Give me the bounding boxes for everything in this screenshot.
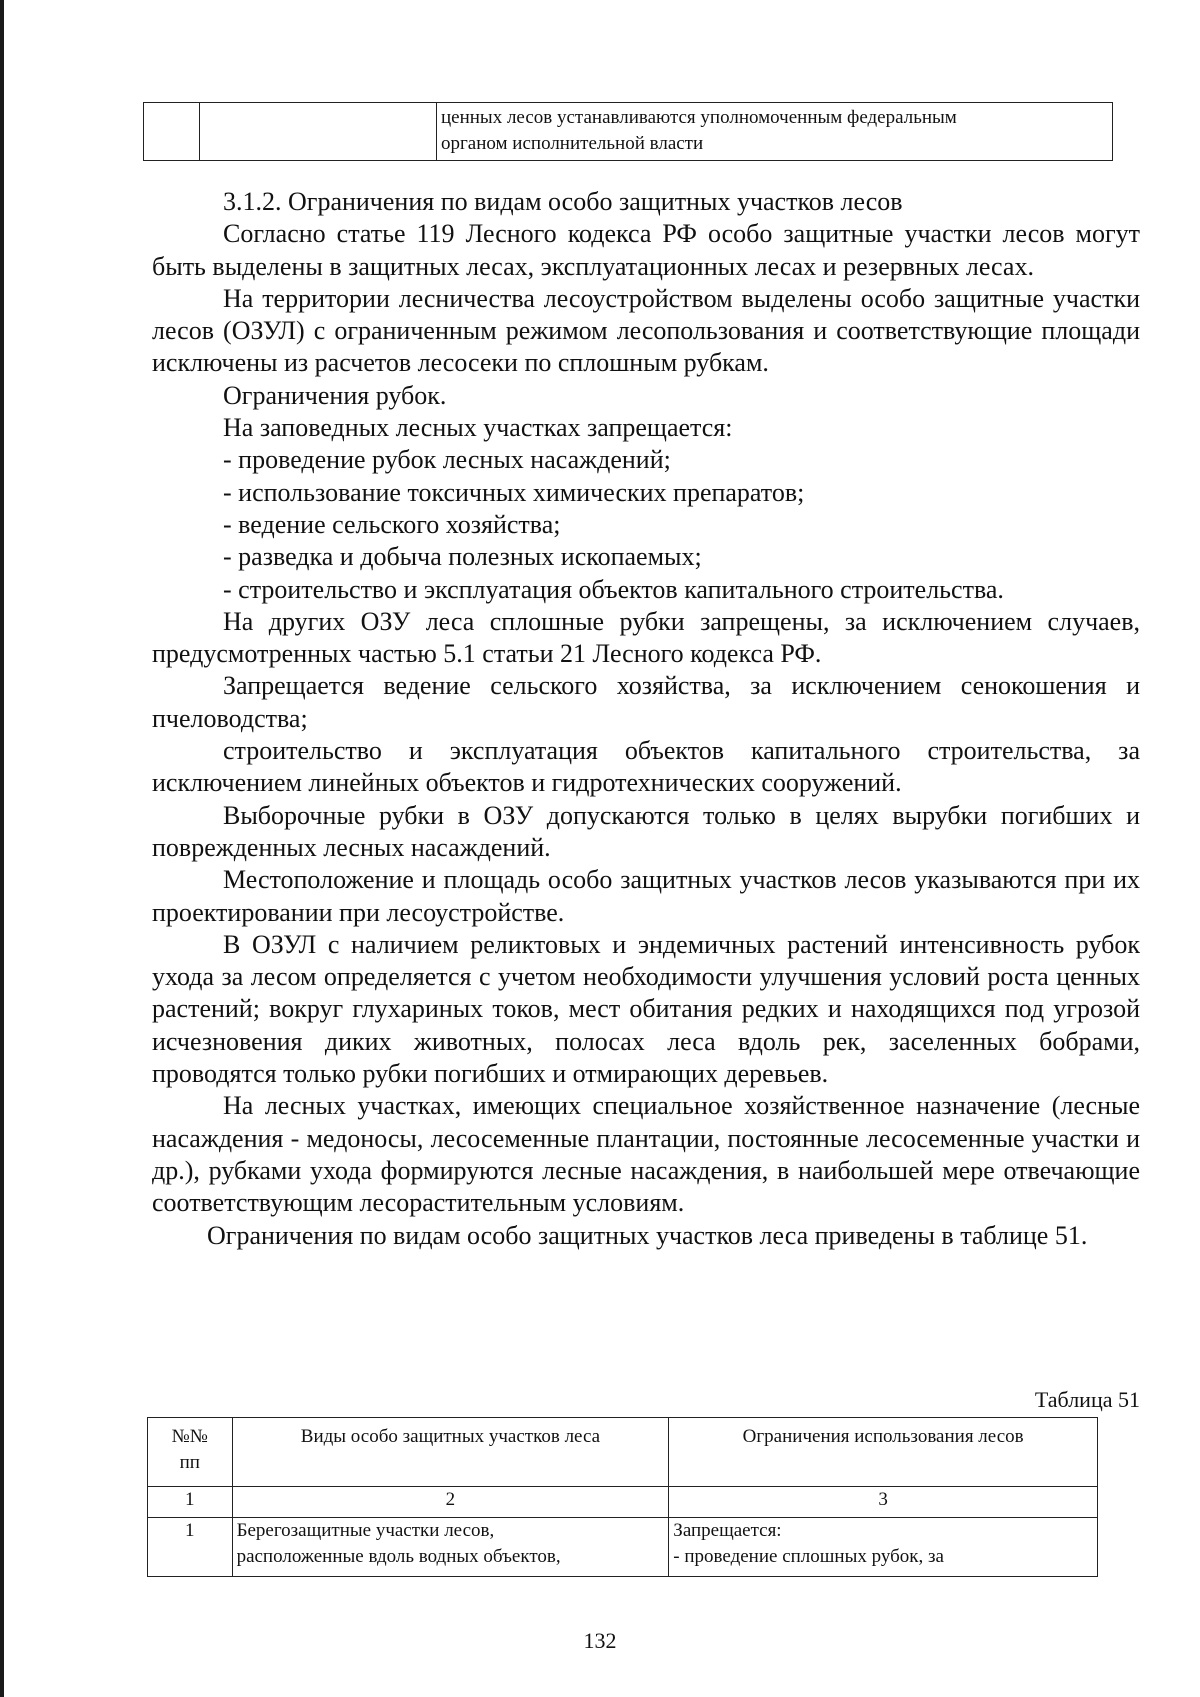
cell-text-line: - проведение сплошных рубок, за xyxy=(673,1546,944,1567)
row-number-cell: 1 xyxy=(148,1518,233,1577)
header-cell-restriction: Ограничения использования лесов xyxy=(669,1418,1098,1487)
column-number-cell: 1 xyxy=(148,1487,233,1518)
paragraph: На других ОЗУ леса сплошные рубки запрещены, за исключением случаев, предусмотренных частью 5.1 статьи 21 Лесного кодекса РФ. xyxy=(152,606,1140,669)
fragment-cell-1 xyxy=(144,103,200,161)
paragraph: На заповедных лесных участках запрещается: xyxy=(223,413,733,443)
header-text: №№ xyxy=(171,1426,208,1447)
list-item: - строительство и эксплуатация объектов капитального строительства. xyxy=(223,574,1004,604)
table-51 xyxy=(147,1417,1098,1577)
column-number-cell: 3 xyxy=(669,1487,1098,1518)
column-number-cell: 2 xyxy=(232,1487,669,1518)
page-left-edge xyxy=(0,0,4,1697)
table-caption: Таблица 51 xyxy=(1034,1387,1140,1412)
paragraph: В ОЗУЛ с наличием реликтовых и эндемичных растений интенсивность рубок ухода за лесом определяется с учетом необходимости улучшения условий роста ценных растений; вокруг глухариных токов, мест обитания редких и находящихся под угрозой исчезновения диких животных, полосах леса вдоль рек, заселенных бобрами, проводятся только рубки погибших и отмирающих деревьев. xyxy=(152,929,1140,1089)
page-number: 132 xyxy=(583,1628,617,1653)
cell-text-line: Берегозащитные участки лесов, xyxy=(236,1520,495,1541)
list-item: - использование токсичных химических препаратов; xyxy=(223,477,805,507)
cell-text-line: Запрещается: xyxy=(673,1520,782,1541)
list-item: - разведка и добыча полезных ископаемых; xyxy=(223,542,702,572)
header-text: пп xyxy=(179,1452,200,1473)
paragraph: На территории лесничества лесоустройством выделены особо защитные участки лесов (ОЗУЛ) с ограниченным режимом лесопользования и соответствующие площади исключены из расчетов лесосеки по сплошным рубкам. xyxy=(152,283,1140,378)
fragment-cell-2 xyxy=(200,103,437,161)
section-heading: 3.1.2. Ограничения по видам особо защитных участков лесов xyxy=(223,187,903,216)
table-header-row xyxy=(148,1418,1098,1487)
paragraph: Запрещается ведение сельского хозяйства, за исключением сенокошения и пчеловодства; xyxy=(152,671,1140,733)
header-cell-number xyxy=(148,1418,233,1487)
paragraph: строительство и эксплуатация объектов капитального строительства, за исключением линейных объектов и гидротехнических сооружений. xyxy=(152,736,1140,798)
table-row xyxy=(148,1518,1098,1577)
fragment-text-line: органом исполнительной власти xyxy=(441,133,704,154)
paragraph: Местоположение и площадь особо защитных участков лесов указываются при их проектировании при лесоустройстве. xyxy=(152,865,1140,927)
paragraph: На лесных участках, имеющих специальное хозяйственное назначение (лесные насаждения - медоносы, лесосеменные плантации, постоянные лесосеменные участки и др.), рубками ухода формируются лесные насаждения, в наибольшей мере отвечающие соответствующим лесорастительным условиям. xyxy=(152,1091,1140,1218)
row-restriction-cell xyxy=(669,1518,1098,1577)
list-item: - ведение сельского хозяйства; xyxy=(223,509,561,539)
header-cell-type: Виды особо защитных участков леса xyxy=(232,1418,669,1487)
paragraph: Ограничения рубок. xyxy=(223,380,447,410)
fragment-text-line: ценных лесов устанавливаются уполномоченным федеральным xyxy=(441,107,957,128)
cell-text-line: расположенные вдоль водных объектов, xyxy=(236,1546,561,1567)
list-item: - проведение рубок лесных насаждений; xyxy=(223,445,671,475)
paragraph: Ограничения по видам особо защитных участков леса приведены в таблице 51. xyxy=(207,1220,1088,1250)
column-number-row xyxy=(148,1487,1098,1518)
continued-table-fragment xyxy=(143,102,1113,161)
fragment-cell-3 xyxy=(437,103,1113,161)
paragraph: Согласно статье 119 Лесного кодекса РФ особо защитные участки лесов могут быть выделены в защитных лесах, эксплуатационных лесах и резервных лесах. xyxy=(152,219,1140,281)
paragraph: Выборочные рубки в ОЗУ допускаются только в целях вырубки погибших и поврежденных лесных насаждений. xyxy=(152,800,1140,862)
document-body xyxy=(152,186,1140,1252)
row-type-cell xyxy=(232,1518,669,1577)
